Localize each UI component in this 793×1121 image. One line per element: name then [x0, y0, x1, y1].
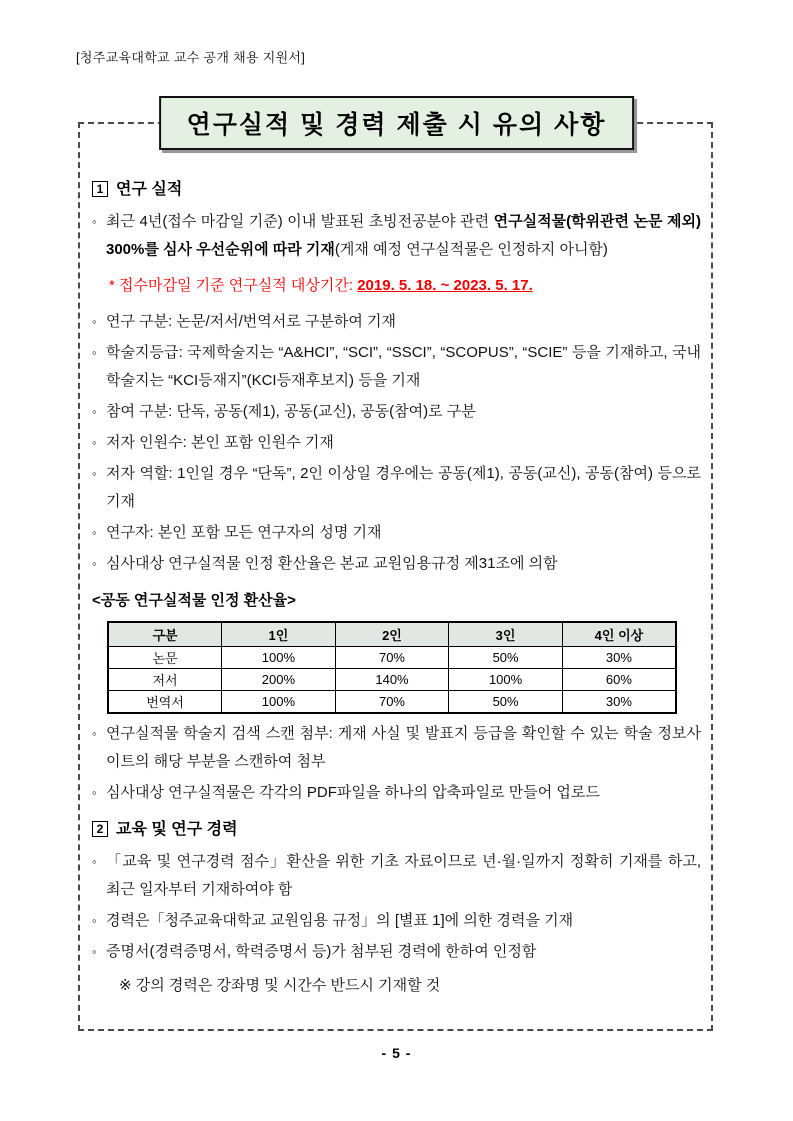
deadline-note-label: * 접수마감일 기준 연구실적 대상기간:	[109, 277, 358, 294]
table-cell: 50%	[449, 691, 563, 714]
table-row	[108, 691, 676, 714]
table-cell: 100%	[222, 647, 336, 669]
bullet-text: 참여 구분: 단독, 공동(제1), 공동(교신), 공동(참여)로 구분	[106, 403, 476, 420]
table-cell: 30%	[562, 691, 676, 714]
page-title: 연구실적 및 경력 제출 시 유의 사항	[159, 96, 635, 150]
bullet-author-role	[92, 460, 701, 516]
bullet-icon: ◦	[92, 435, 97, 450]
bullet-icon: ◦	[92, 726, 97, 741]
bullet-text: 연구실적물 학술지 검색 스캔 첨부: 게재 사실 및 발표지 등급을 확인할 수 있는 학술 정보사이트의 해당 부분을 스캔하여 첨부	[106, 725, 701, 770]
bullet-journal-grade	[92, 339, 701, 395]
bullet-icon: ◦	[92, 785, 97, 800]
bullet-research-scope	[92, 208, 701, 264]
bullet-text: 저자 인원수: 본인 포함 인원수 기재	[106, 434, 334, 451]
bullet-icon: ◦	[92, 525, 97, 540]
bullet-icon: ◦	[92, 944, 97, 959]
bullet-conversion-rule	[92, 550, 701, 578]
section-1-heading	[92, 176, 701, 204]
bullet-icon: ◦	[92, 214, 97, 229]
conversion-table	[107, 621, 677, 714]
bullet-icon: ◦	[92, 314, 97, 329]
bullet-text: 심사대상 연구실적물 인정 환산율은 본교 교원임용규정 제31조에 의함	[106, 555, 558, 572]
bullet-text-bold: 연구실적물(학위관련 논문 제외) 300%를 심사 우선순위에 따라 기재	[106, 213, 701, 258]
deadline-note-dates: 2019. 5. 18. ~ 2023. 5. 17.	[357, 277, 533, 294]
section-2-number-badge: 2	[92, 821, 108, 837]
lecture-career-note: ※ 강의 경력은 강좌명 및 시간수 반드시 기재할 것	[119, 977, 441, 994]
table-header-cell: 3인	[449, 622, 563, 647]
bullet-pdf-upload	[92, 779, 701, 807]
table-caption: <공동 연구실적물 인정 환산율>	[92, 592, 296, 609]
table-cell: 논문	[108, 647, 222, 669]
document-header-label: [청주교육대학교 교수 공개 채용 지원서]	[76, 50, 306, 65]
table-cell: 저서	[108, 669, 222, 691]
deadline-note	[92, 272, 701, 300]
bullet-text: 저자 역할: 1인일 경우 “단독”, 2인 이상일 경우에는 공동(제1), 공동(교신), 공동(참여) 등으로 기재	[106, 465, 701, 510]
bullet-researchers	[92, 519, 701, 547]
bullet-text: 증명서(경력증명서, 학력증명서 등)가 첨부된 경력에 한하여 인정함	[106, 943, 537, 960]
bullet-text: 경력은「청주교육대학교 교원임용 규정」의 [별표 1]에 의한 경력을 기재	[106, 912, 574, 929]
table-cell: 200%	[222, 669, 336, 691]
bullet-research-type	[92, 308, 701, 336]
table-cell: 70%	[335, 647, 449, 669]
bullet-participation-type	[92, 398, 701, 426]
section-2-heading	[92, 816, 701, 844]
table-header-cell: 4인 이상	[562, 622, 676, 647]
table-header-cell: 2인	[335, 622, 449, 647]
section-1-number-badge: 1	[92, 181, 108, 197]
bullet-icon: ◦	[92, 466, 97, 481]
bullet-icon: ◦	[92, 404, 97, 419]
table-cell: 140%	[335, 669, 449, 691]
table-cell: 60%	[562, 669, 676, 691]
section-2-heading-label: 교육 및 연구 경력	[116, 821, 238, 838]
bullet-text: 연구자: 본인 포함 모든 연구자의 성명 기재	[106, 524, 382, 541]
bullet-text: 연구 구분: 논문/저서/번역서로 구분하여 기재	[106, 313, 396, 330]
table-header-row	[108, 622, 676, 647]
bullet-text: 심사대상 연구실적물은 각각의 PDF파일을 하나의 압축파일로 만들어 업로드	[106, 784, 600, 801]
table-cell: 50%	[449, 647, 563, 669]
table-cell: 100%	[222, 691, 336, 714]
bullet-text-pre: 최근 4년(접수 마감일 기준) 이내 발표된 초빙전공분야 관련	[106, 213, 494, 230]
bullet-career-regulation	[92, 907, 701, 935]
page-number: - 5 -	[381, 1045, 412, 1061]
bullet-icon: ◦	[92, 345, 97, 360]
bullet-certificate	[92, 938, 701, 966]
bullet-text: 「교육 및 연구경력 점수」환산을 위한 기초 자료이므로 년·월·일까지 정확히 기재를 하고, 최근 일자부터 기재하여야 함	[106, 853, 701, 898]
bullet-scan-attachment	[92, 720, 701, 776]
bullet-career-basis	[92, 848, 701, 904]
table-row	[108, 669, 676, 691]
section-1-heading-label: 연구 실적	[116, 181, 183, 198]
table-cell: 30%	[562, 647, 676, 669]
table-header-cell: 1인	[222, 622, 336, 647]
table-row	[108, 647, 676, 669]
table-cell: 70%	[335, 691, 449, 714]
guidelines-box	[78, 122, 713, 1031]
bullet-text-post: (게재 예정 연구실적물은 인정하지 아니함)	[334, 241, 608, 258]
table-header-cell: 구분	[108, 622, 222, 647]
bullet-author-count	[92, 429, 701, 457]
bullet-icon: ◦	[92, 556, 97, 571]
bullet-icon: ◦	[92, 854, 97, 869]
bullet-icon: ◦	[92, 913, 97, 928]
bullet-text: 학술지등급: 국제학술지는 “A&HCI”, “SCI”, “SSCI”, “SCOPUS”, “SCIE” 등을 기재하고, 국내학술지는 “KCI등재지”(KCI등재후보지) 등을 기재	[106, 344, 701, 389]
table-cell: 번역서	[108, 691, 222, 714]
table-cell: 100%	[449, 669, 563, 691]
